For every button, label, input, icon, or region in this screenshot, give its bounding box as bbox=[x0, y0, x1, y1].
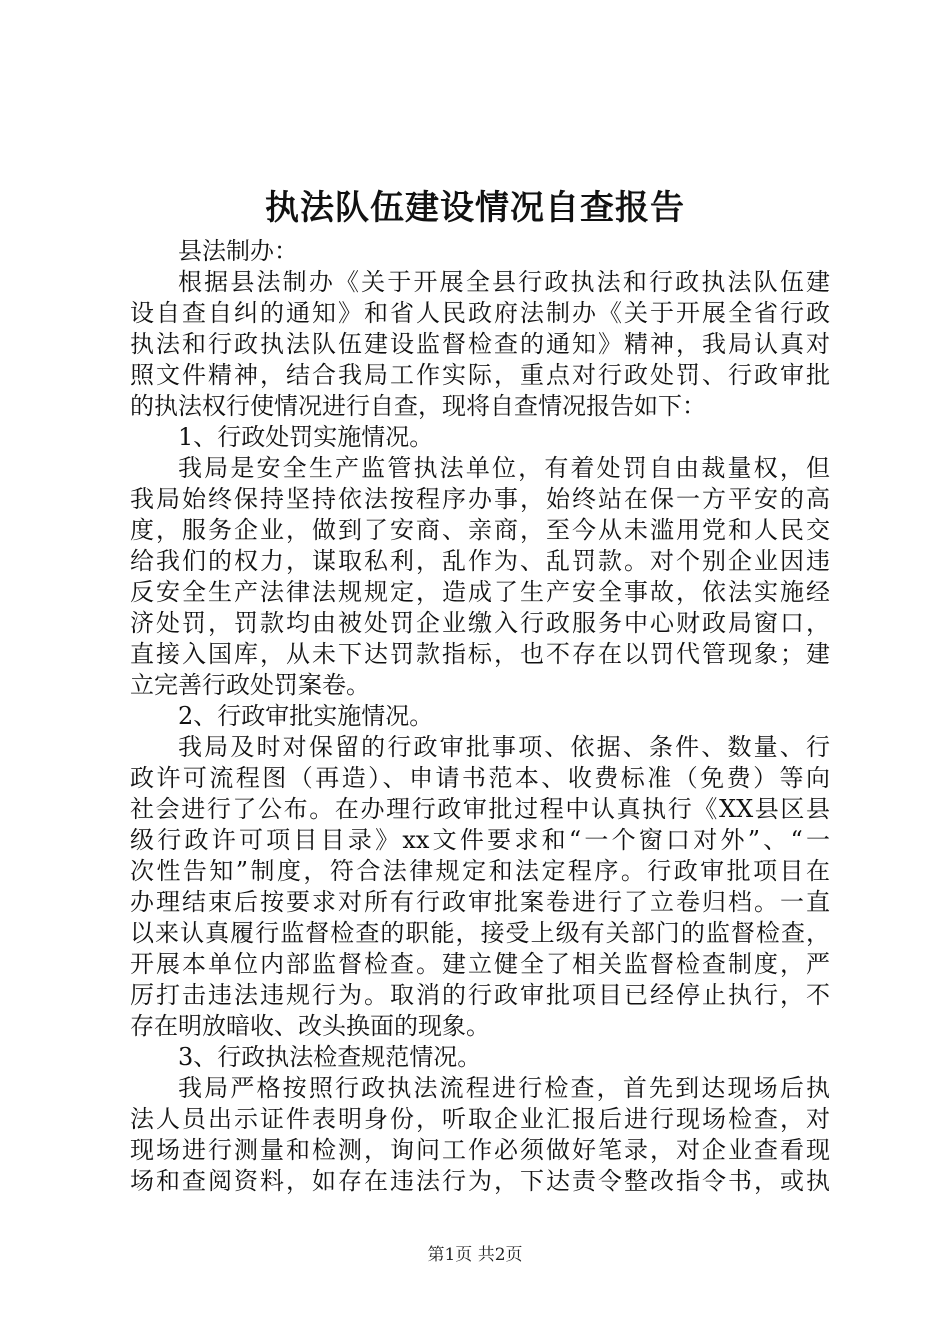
body-line: 我局始终保持坚持依法按程序办事，始终站在保一方平安的高 bbox=[130, 485, 830, 513]
body-line: 法人员出示证件表明身份，听取企业汇报后进行现场检查，对 bbox=[130, 1105, 830, 1133]
document-body bbox=[130, 236, 830, 1197]
body-line: 反安全生产法律法规规定，造成了生产安全事故，依法实施经 bbox=[130, 578, 830, 606]
body-line: 2、行政审批实施情况。 bbox=[178, 702, 434, 730]
document-title: 执法队伍建设情况自查报告 bbox=[265, 188, 685, 228]
body-line: 直接入国库，从未下达罚款指标，也不存在以罚代管现象；建 bbox=[130, 640, 830, 668]
body-line: 现场进行测量和检测，询问工作必须做好笔录，对企业查看现 bbox=[130, 1136, 830, 1164]
body-line: 立完善行政处罚案卷。 bbox=[130, 671, 370, 699]
body-line: 政许可流程图（再造）、申请书范本、收费标准（免费）等向 bbox=[130, 764, 830, 792]
body-line: 社会进行了公布。在办理行政审批过程中认真执行《XX县区县 bbox=[130, 795, 830, 823]
body-line: 照文件精神，结合我局工作实际，重点对行政处罚、行政审批 bbox=[130, 361, 830, 389]
body-line: 我局及时对保留的行政审批事项、依据、条件、数量、行 bbox=[178, 733, 830, 761]
body-line: 济处罚，罚款均由被处罚企业缴入行政服务中心财政局窗口， bbox=[130, 609, 830, 637]
body-line: 设自查自纠的通知》和省人民政府法制办《关于开展全省行政 bbox=[130, 299, 830, 327]
body-line: 度，服务企业，做到了安商、亲商，至今从未滥用党和人民交 bbox=[130, 516, 830, 544]
body-line: 级行政许可项目目录》xx文件要求和“一个窗口对外”、“一 bbox=[130, 826, 830, 854]
body-line: 场和查阅资料，如存在违法行为，下达责令整改指令书，或执 bbox=[130, 1167, 830, 1195]
body-line: 开展本单位内部监督检查。建立健全了相关监督检查制度，严 bbox=[130, 950, 830, 978]
body-line: 3、行政执法检查规范情况。 bbox=[178, 1043, 482, 1071]
body-line: 县法制办： bbox=[178, 237, 298, 265]
page-footer: 第1页 共2页 bbox=[427, 1245, 523, 1265]
body-line: 以来认真履行监督检查的职能，接受上级有关部门的监督检查， bbox=[130, 919, 830, 947]
body-line: 根据县法制办《关于开展全县行政执法和行政执法队伍建 bbox=[178, 268, 830, 296]
body-line: 给我们的权力，谋取私利，乱作为、乱罚款。对个别企业因违 bbox=[130, 547, 830, 575]
body-line: 的执法权行使情况进行自查，现将自查情况报告如下： bbox=[130, 392, 706, 420]
body-line: 厉打击违法违规行为。取消的行政审批项目已经停止执行，不 bbox=[130, 981, 830, 1009]
body-line: 次性告知”制度，符合法律规定和法定程序。行政审批项目在 bbox=[130, 857, 830, 885]
body-line: 存在明放暗收、改头换面的现象。 bbox=[130, 1012, 490, 1040]
body-line: 我局严格按照行政执法流程进行检查，首先到达现场后执 bbox=[178, 1074, 830, 1102]
body-line: 办理结束后按要求对所有行政审批案卷进行了立卷归档。一直 bbox=[130, 888, 830, 916]
body-line: 执法和行政执法队伍建设监督检查的通知》精神，我局认真对 bbox=[130, 330, 830, 358]
body-line: 我局是安全生产监管执法单位，有着处罚自由裁量权，但 bbox=[178, 454, 830, 482]
body-line: 1、行政处罚实施情况。 bbox=[178, 423, 434, 451]
